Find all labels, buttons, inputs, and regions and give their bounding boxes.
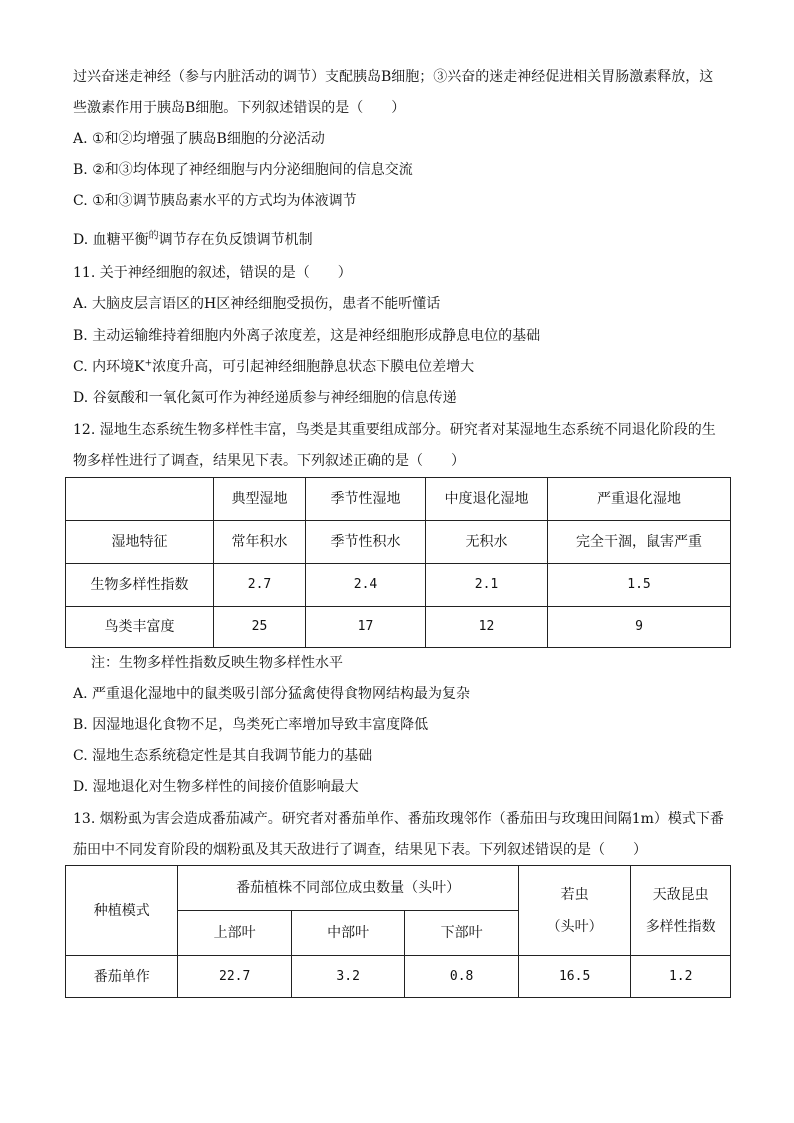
q12-stem-line-2: 物多样性进行了调查，结果见下表。下列叙述正确的是（ ） bbox=[73, 453, 465, 469]
table-header-cell: 中部叶 bbox=[291, 911, 404, 956]
table-cell: 1.2 bbox=[631, 956, 731, 998]
q12-option-b: B. 因湿地退化食物不足，鸟类死亡率增加导致丰富度降低 bbox=[73, 717, 429, 733]
q10-option-d: D. 血糖平衡$^的$调节存在负反馈调节机制 bbox=[73, 230, 313, 248]
table-header-cell: 中度退化湿地 bbox=[426, 478, 548, 521]
table-cell: 0.8 bbox=[405, 956, 518, 998]
table-cell: 16.5 bbox=[518, 956, 631, 998]
whitefly-survey-table bbox=[65, 865, 731, 998]
q10-option-a: A. ①和②均增强了胰岛B细胞的分泌活动 bbox=[73, 131, 325, 147]
q10-option-b: B. ②和③均体现了神经细胞与内分泌细胞间的信息交流 bbox=[73, 162, 413, 178]
table-cell: 12 bbox=[426, 607, 548, 648]
table-header-cell: 上部叶 bbox=[178, 911, 292, 956]
q12-option-a: A. 严重退化湿地中的鼠类吸引部分猛禽使得食物网结构最为复杂 bbox=[73, 686, 471, 702]
q11-option-b: B. 主动运输维持着细胞内外离子浓度差，这是神经细胞形成静息电位的基础 bbox=[73, 328, 541, 344]
table-row-label: 湿地特征 bbox=[66, 521, 214, 564]
table-header-cell: 番茄植株不同部位成虫数量（头叶） bbox=[178, 866, 518, 911]
table-cell bbox=[66, 478, 214, 521]
table-cell: 常年积水 bbox=[214, 521, 306, 564]
table-header-cell: 典型湿地 bbox=[214, 478, 306, 521]
enemy-header-line-2: 多样性指数 bbox=[645, 918, 716, 935]
q12-stem-line-1: 12. 湿地生态系统生物多样性丰富，鸟类是其重要组成部分。研究者对某湿地生态系统不同退化阶段的生 bbox=[73, 422, 716, 438]
table-note: 注：生物多样性指数反映生物多样性水平 bbox=[91, 655, 343, 671]
table-header-cell: 下部叶 bbox=[405, 911, 518, 956]
table-cell: 2.7 bbox=[214, 564, 306, 607]
table-header-cell: 严重退化湿地 bbox=[548, 478, 731, 521]
q11-option-c: C. 内环境K+浓度升高，可引起神经细胞静息状态下膜电位差增大 bbox=[73, 358, 475, 375]
table-cell: 完全干涸，鼠害严重 bbox=[548, 521, 731, 564]
table-row bbox=[66, 478, 731, 521]
table-cell: 25 bbox=[214, 607, 306, 648]
q12-option-c: C. 湿地生态系统稳定性是其自我调节能力的基础 bbox=[73, 748, 373, 764]
table-cell: 季节性积水 bbox=[306, 521, 426, 564]
table-row-label: 生物多样性指数 bbox=[66, 564, 214, 607]
table-row bbox=[66, 521, 731, 564]
table-cell: 2.1 bbox=[426, 564, 548, 607]
table-header-cell bbox=[518, 866, 631, 956]
table-header-cell bbox=[631, 866, 731, 956]
table-header-cell: 种植模式 bbox=[66, 866, 178, 956]
q10-option-c: C. ①和③调节胰岛素水平的方式均为体液调节 bbox=[73, 193, 357, 209]
table-header-cell: 季节性湿地 bbox=[306, 478, 426, 521]
table-cell: 3.2 bbox=[291, 956, 404, 998]
q11-option-a: A. 大脑皮层言语区的H区神经细胞受损伤，患者不能听懂话 bbox=[73, 296, 441, 312]
table-cell: 9 bbox=[548, 607, 731, 648]
table-row bbox=[66, 607, 731, 648]
table-cell: 无积水 bbox=[426, 521, 548, 564]
enemy-header-line-1: 天敌昆虫 bbox=[652, 886, 709, 903]
q13-stem-line-2: 茄田中不同发育阶段的烟粉虱及其天敌进行了调查，结果见下表。下列叙述错误的是（ ） bbox=[73, 842, 647, 858]
table-cell: 22.7 bbox=[178, 956, 292, 998]
q11-option-d: D. 谷氨酸和一氧化氮可作为神经递质参与神经细胞的信息传递 bbox=[73, 390, 457, 406]
table-cell: 1.5 bbox=[548, 564, 731, 607]
q10-stem-line-1: 过兴奋迷走神经（参与内脏活动的调节）支配胰岛B细胞；③兴奋的迷走神经促进相关胃肠激素释放，这 bbox=[73, 69, 714, 85]
table-row bbox=[66, 866, 731, 911]
nymph-header-line-2: （头叶） bbox=[546, 918, 603, 935]
q12-option-d: D. 湿地退化对生物多样性的间接价值影响最大 bbox=[73, 779, 359, 795]
table-row-label: 鸟类丰富度 bbox=[66, 607, 214, 648]
q11-stem: 11. 关于神经细胞的叙述，错误的是（ ） bbox=[73, 265, 352, 281]
table-row-label: 番茄单作 bbox=[66, 956, 178, 998]
q10-stem-line-2: 些激素作用于胰岛B细胞。下列叙述错误的是（ ） bbox=[73, 100, 406, 116]
q13-stem-line-1: 13. 烟粉虱为害会造成番茄减产。研究者对番茄单作、番茄玫瑰邻作（番茄田与玫瑰田间隔1m）模式下番 bbox=[73, 811, 724, 827]
table-row bbox=[66, 956, 731, 998]
table-row bbox=[66, 564, 731, 607]
table-cell: 2.4 bbox=[306, 564, 426, 607]
wetland-survey-table bbox=[65, 477, 731, 648]
nymph-header-line-1: 若虫 bbox=[560, 886, 589, 903]
table-cell: 17 bbox=[306, 607, 426, 648]
